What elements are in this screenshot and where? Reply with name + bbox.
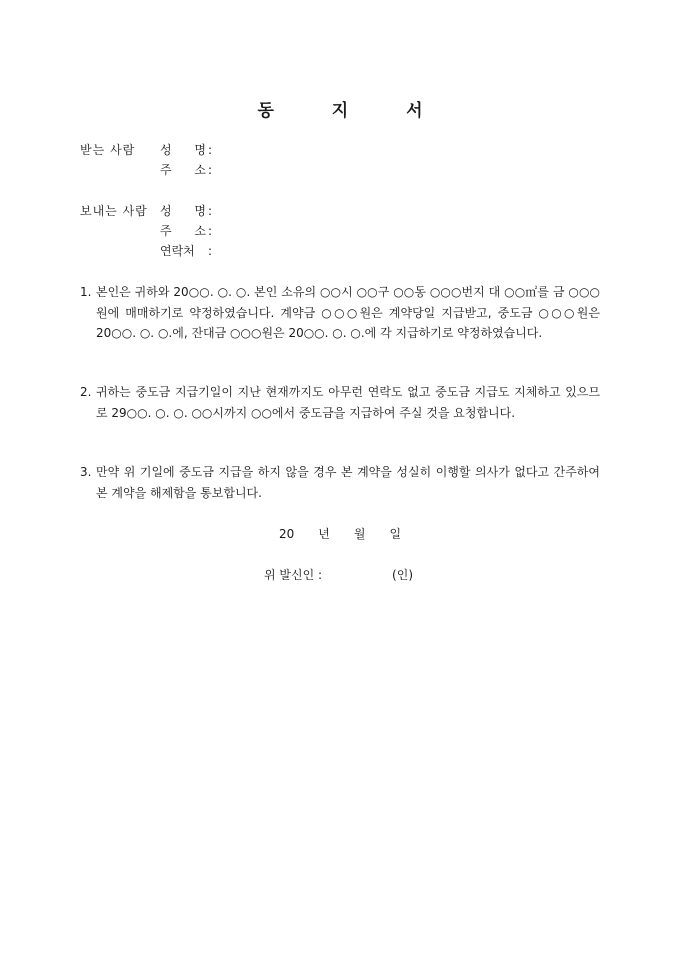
- clause-1: [80, 282, 600, 344]
- sender-name-colon: :: [208, 204, 213, 218]
- receiver-block: [80, 140, 212, 180]
- clause-text: 만약 위 기일에 중도금 지급을 하지 않을 경우 본 계약을 성실히 이행할 의사가 없다고 간주하여 본 계약을 해제함을 통보합니다.: [96, 465, 600, 500]
- document-title: 동 지 서: [257, 101, 449, 121]
- sender-contact-row: [80, 241, 212, 261]
- sender-contact-field-label: 연락처: [160, 244, 195, 258]
- date-month-unit: 월: [353, 527, 366, 541]
- sender-name-row: [80, 201, 212, 221]
- receiver-label: 받는 사람: [80, 143, 136, 157]
- date-line: [0, 525, 680, 542]
- date-year-unit: 년: [318, 527, 330, 541]
- sender-block: [80, 201, 212, 261]
- clause-text: 귀하는 중도금 지급기일이 지난 현재까지도 아무런 연락도 없고 중도금 지급도 지체하고 있으므로 29○○. ○. ○. ○○시까지 ○○에서 중도금을 지급하여 주실 것을 요청합니다.: [96, 385, 600, 420]
- clause-3: [80, 462, 600, 503]
- sender-label: 보내는 사람: [80, 204, 148, 218]
- clause-2: [80, 382, 600, 423]
- receiver-name-colon: :: [208, 143, 213, 157]
- date-year: 20: [278, 527, 295, 541]
- seal-mark: (인): [392, 568, 414, 582]
- date-day-unit: 일: [389, 527, 402, 541]
- receiver-address-field-label: 주 소: [160, 163, 206, 177]
- sender-address-colon: :: [208, 224, 213, 238]
- clause-number: 1.: [80, 285, 92, 299]
- signer-line: [264, 566, 413, 583]
- clause-number: 3.: [80, 465, 92, 479]
- clause-number: 2.: [80, 385, 92, 399]
- receiver-address-colon: :: [208, 163, 213, 177]
- receiver-name-row: [80, 140, 212, 160]
- receiver-address-row: [80, 160, 212, 180]
- receiver-name-field-label: 성 명: [160, 143, 206, 157]
- signer-label: 위 발신인 :: [264, 568, 323, 582]
- clause-text: 본인은 귀하와 20○○. ○. ○. 본인 소유의 ○○시 ○○구 ○○동 ○○○번지 대 ○○㎡를 금 ○○○원에 매매하기로 약정하였습니다. 계약금 ○○○원은 계약당일 지급받고, 중도금 ○○○원은 20○○. ○. ○.에, 잔대금 ○○○원은 20○○. ○. ○.에 각 지급하기로 약정하였습니다.: [96, 285, 600, 340]
- sender-address-row: [80, 221, 212, 241]
- sender-address-field-label: 주 소: [160, 224, 206, 238]
- sender-contact-colon: :: [208, 244, 213, 258]
- sender-name-field-label: 성 명: [160, 204, 206, 218]
